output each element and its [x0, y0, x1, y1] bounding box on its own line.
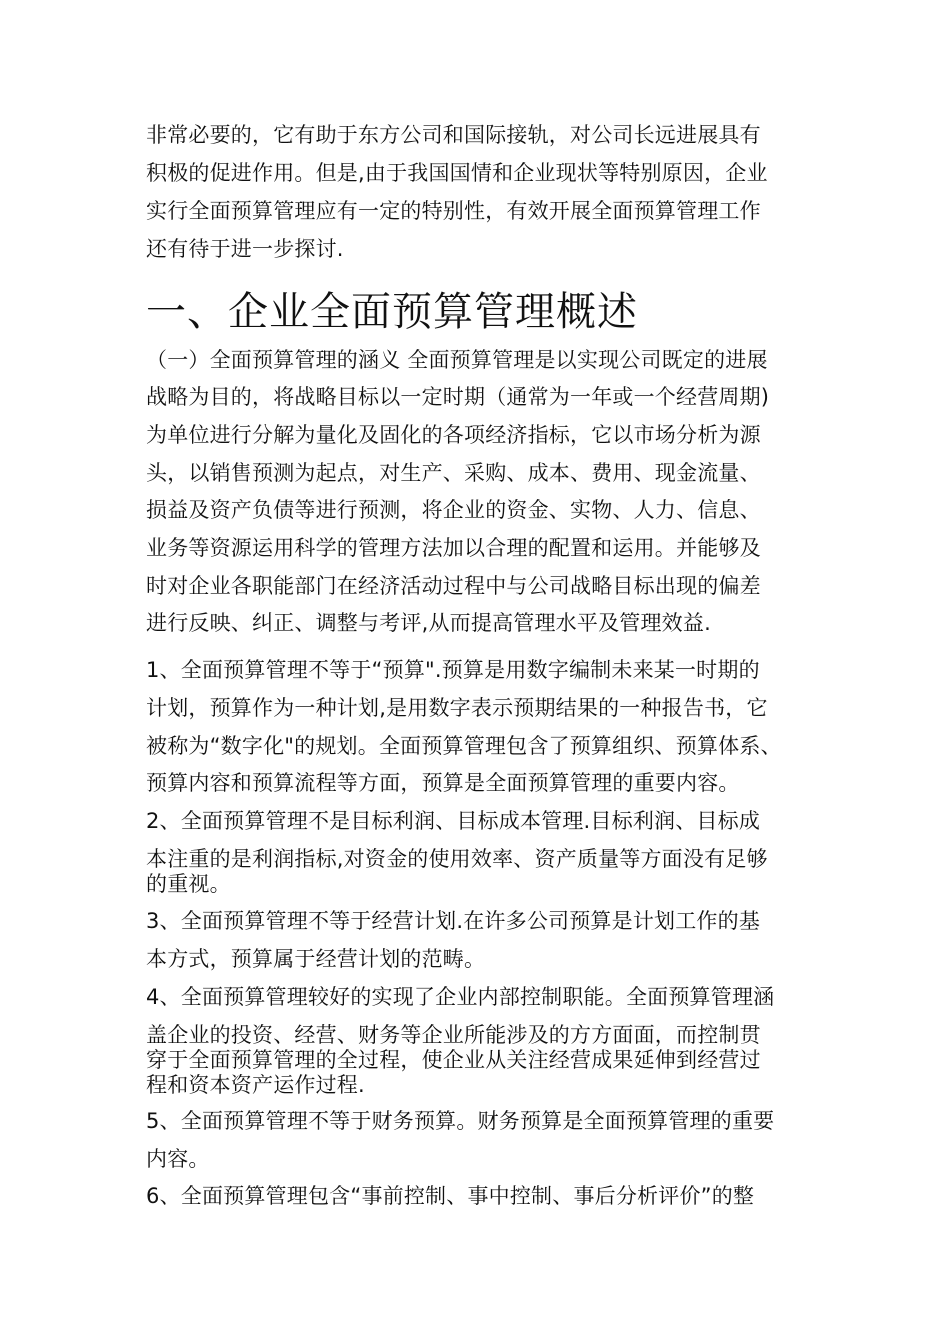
body-line: 头，以销售预测为起点，对生产、采购、成本、费用、现金流量、 [146, 461, 761, 485]
section-heading: 一、企业全面预算管理概述 [146, 289, 638, 335]
point-line: 本方式，预算属于经营计划的范畴。 [146, 947, 486, 971]
point-line: 的重视。 [146, 872, 231, 896]
point-line: 穿于全面预算管理的全过程，使企业从关注经营成果延伸到经营过 [146, 1048, 761, 1072]
point-line: 被称为“数字化"的规划。全面预算管理包含了预算组织、预算体系、 [146, 734, 782, 758]
body-line: 战略为目的，将战略目标以一定时期（通常为一年或一个经营周期) [146, 385, 770, 409]
intro-line: 非常必要的，它有助于东方公司和国际接轨，对公司长远进展具有 [146, 123, 761, 147]
point-line: 4、全面预算管理较好的实现了企业内部控制职能。全面预算管理涵 [146, 985, 775, 1009]
body-line: 损益及资产负债等进行预测，将企业的资金、实物、人力、信息、 [146, 498, 761, 522]
point-line: 本注重的是利润指标,对资金的使用效率、资产质量等方面没有足够 [146, 847, 768, 871]
point-line: 3、全面预算管理不等于经营计划.在许多公司预算是计划工作的基 [146, 909, 761, 933]
point-line: 内容。 [146, 1147, 210, 1171]
body-line: 为单位进行分解为量化及固化的各项经济指标，它以市场分析为源 [146, 423, 761, 447]
point-line: 程和资本资产运作过程. [146, 1073, 365, 1097]
point-line: 计划，预算作为一种计划,是用数字表示预期结果的一种报告书，它 [146, 696, 768, 720]
body-line: （一）全面预算管理的涵义 全面预算管理是以实现公司既定的进展 [146, 348, 768, 372]
point-line: 预算内容和预算流程等方面，预算是全面预算管理的重要内容。 [146, 771, 740, 795]
intro-line: 还有待于进一步探讨. [146, 237, 344, 261]
body-line: 业务等资源运用科学的管理方法加以合理的配置和运用。并能够及 [146, 536, 761, 560]
point-line: 6、全面预算管理包含“事前控制、事中控制、事后分析评价”的整 [146, 1184, 755, 1208]
body-line: 进行反映、纠正、调整与考评,从而提高管理水平及管理效益. [146, 611, 711, 635]
intro-line: 积极的促进作用。但是,由于我国国情和企业现状等特别原因，企业 [146, 161, 768, 185]
point-line: 1、全面预算管理不等于“预算".预算是用数字编制未来某一时期的 [146, 658, 760, 682]
body-line: 时对企业各职能部门在经济活动过程中与公司战略目标出现的偏差 [146, 574, 761, 598]
point-line: 5、全面预算管理不等于财务预算。财务预算是全面预算管理的重要 [146, 1109, 775, 1133]
point-line: 盖企业的投资、经营、财务等企业所能涉及的方方面面，而控制贯 [146, 1023, 761, 1047]
point-line: 2、全面预算管理不是目标利润、目标成本管理.目标利润、目标成 [146, 809, 761, 833]
intro-line: 实行全面预算管理应有一定的特别性，有效开展全面预算管理工作 [146, 199, 761, 223]
